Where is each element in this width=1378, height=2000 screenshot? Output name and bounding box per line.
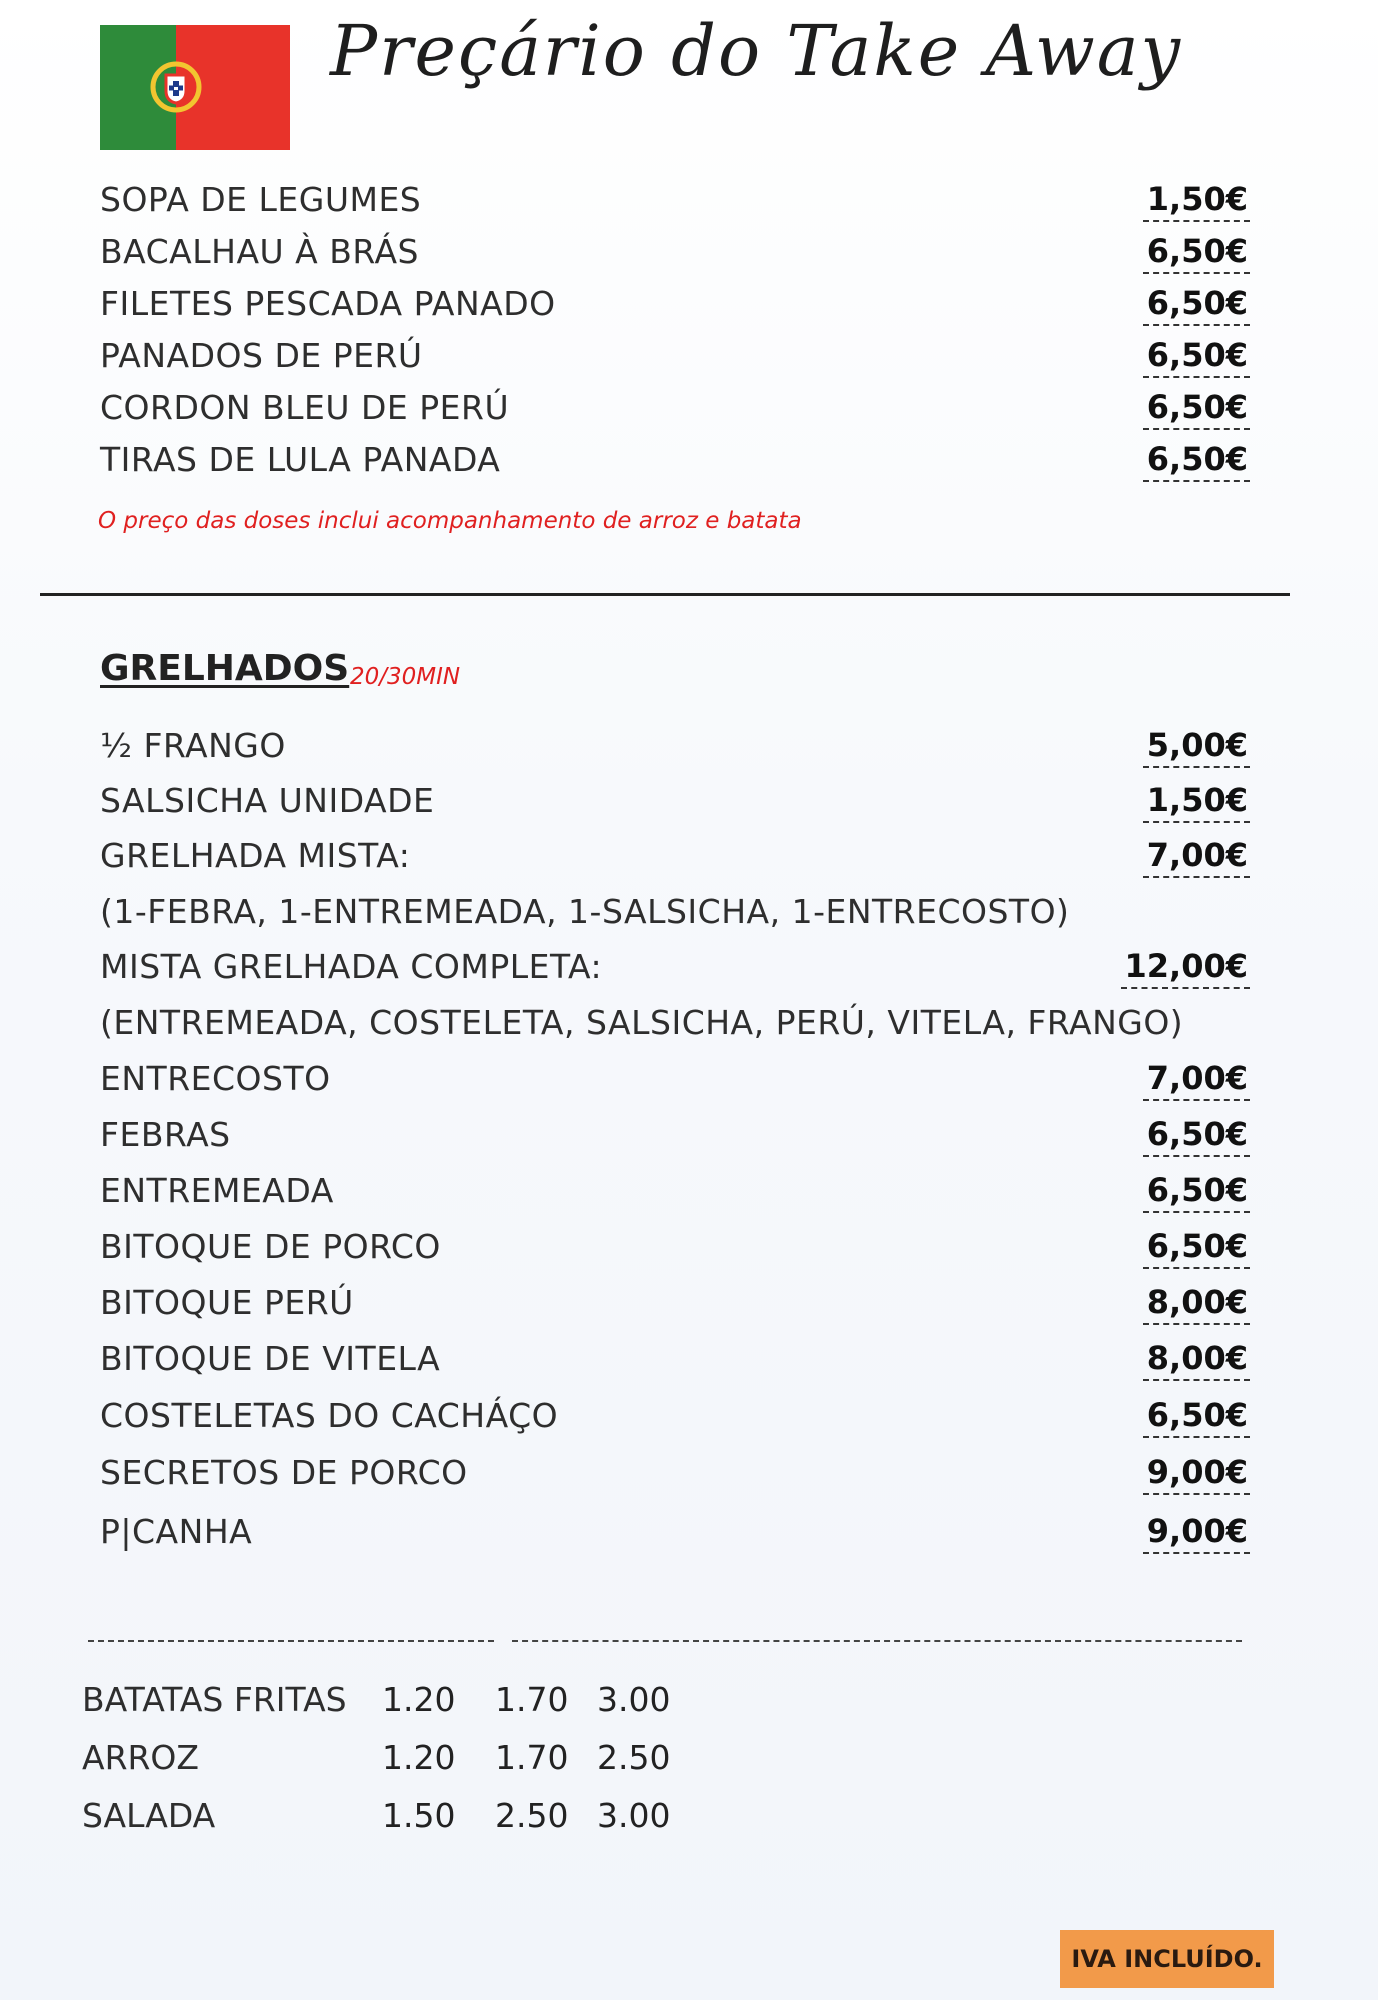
side-name: BATATAS FRITAS (82, 1680, 347, 1719)
side-name: SALADA (82, 1796, 216, 1835)
item-price: 1,50€ (1143, 180, 1250, 222)
side-price-medium: 2.50 (495, 1796, 569, 1835)
menu-row (0, 726, 1378, 776)
item-price: 6,50€ (1143, 1227, 1250, 1269)
item-name: COSTELETAS DO CACHÁÇO (100, 1396, 559, 1435)
side-dish-note: O preço das doses inclui acompanhamento de arroz e batata (98, 508, 802, 534)
item-price: 6,50€ (1143, 388, 1250, 430)
item-name: BITOQUE PERÚ (100, 1283, 354, 1322)
item-name: ENTREMEADA (100, 1171, 334, 1210)
item-price: 6,50€ (1143, 1171, 1250, 1213)
item-detail: (ENTREMEADA, COSTELETA, SALSICHA, PERÚ, VITELA, FRANGO) (100, 1003, 1184, 1042)
iva-included-badge: IVA INCLUÍDO. (1060, 1930, 1274, 1988)
side-price-large: 2.50 (597, 1738, 671, 1777)
section-divider (40, 593, 1290, 596)
item-name: TIRAS DE LULA PANADA (100, 440, 501, 479)
dashed-separator-right (512, 1640, 1242, 1642)
item-name: FILETES PESCADA PANADO (100, 284, 556, 323)
menu-row (0, 1227, 1378, 1277)
menu-row (0, 284, 1378, 334)
item-price: 1,50€ (1143, 781, 1250, 823)
item-price: 6,50€ (1143, 440, 1250, 482)
side-price-small: 1.20 (382, 1738, 456, 1777)
side-dish-row (0, 1738, 1378, 1788)
item-price: 6,50€ (1143, 336, 1250, 378)
item-name: PANADOS DE PERÚ (100, 336, 423, 375)
side-price-small: 1.50 (382, 1796, 456, 1835)
side-price-medium: 1.70 (495, 1738, 569, 1777)
menu-row (0, 1283, 1378, 1333)
item-price: 5,00€ (1143, 726, 1250, 768)
menu-row (0, 1115, 1378, 1165)
menu-row (0, 1171, 1378, 1221)
item-price: 9,00€ (1143, 1512, 1250, 1554)
menu-row (0, 1059, 1378, 1109)
item-price: 8,00€ (1143, 1339, 1250, 1381)
menu-row (0, 947, 1378, 997)
menu-row (0, 1512, 1378, 1562)
menu-row-detail (0, 892, 1378, 942)
menu-row (0, 232, 1378, 282)
item-name: FEBRAS (100, 1115, 231, 1154)
menu-row (0, 336, 1378, 386)
menu-row (0, 1453, 1378, 1503)
grelhados-heading: GRELHADOS (100, 648, 350, 689)
side-dish-row (0, 1796, 1378, 1846)
menu-row (0, 388, 1378, 438)
side-name: ARROZ (82, 1738, 200, 1777)
page-title: Preçário do Take Away (330, 10, 1183, 92)
menu-row (0, 440, 1378, 490)
menu-row (0, 180, 1378, 230)
menu-row (0, 836, 1378, 886)
item-name: SECRETOS DE PORCO (100, 1453, 468, 1492)
item-price: 6,50€ (1143, 1396, 1250, 1438)
item-price: 6,50€ (1143, 1115, 1250, 1157)
item-name: ENTRECOSTO (100, 1059, 331, 1098)
item-detail: (1-FEBRA, 1-ENTREMEADA, 1-SALSICHA, 1-ENTRECOSTO) (100, 892, 1070, 931)
item-name: GRELHADA MISTA: (100, 836, 411, 875)
item-name: ½ FRANGO (100, 726, 286, 765)
flag-emblem-icon (150, 61, 202, 113)
item-name: SOPA DE LEGUMES (100, 180, 422, 219)
menu-row (0, 781, 1378, 831)
item-price: 6,50€ (1143, 232, 1250, 274)
item-name: BITOQUE DE PORCO (100, 1227, 441, 1266)
item-price: 8,00€ (1143, 1283, 1250, 1325)
grelhados-time: 20/30MIN (350, 664, 461, 690)
menu-row (0, 1396, 1378, 1446)
menu-row-detail (0, 1003, 1378, 1053)
side-price-small: 1.20 (382, 1680, 456, 1719)
side-price-large: 3.00 (597, 1796, 671, 1835)
side-price-large: 3.00 (597, 1680, 671, 1719)
item-name: SALSICHA UNIDADE (100, 781, 435, 820)
side-price-medium: 1.70 (495, 1680, 569, 1719)
item-price: 7,00€ (1143, 1059, 1250, 1101)
item-price: 9,00€ (1143, 1453, 1250, 1495)
item-name: MISTA GRELHADA COMPLETA: (100, 947, 603, 986)
item-name: BACALHAU À BRÁS (100, 232, 419, 271)
menu-row (0, 1339, 1378, 1389)
item-name: CORDON BLEU DE PERÚ (100, 388, 510, 427)
item-price: 12,00€ (1121, 947, 1250, 989)
item-name: P|CANHA (100, 1512, 253, 1551)
item-price: 7,00€ (1143, 836, 1250, 878)
dashed-separator-left (88, 1640, 494, 1642)
portugal-flag-icon (100, 25, 290, 150)
item-name: BITOQUE DE VITELA (100, 1339, 441, 1378)
item-price: 6,50€ (1143, 284, 1250, 326)
side-dish-row (0, 1680, 1378, 1730)
